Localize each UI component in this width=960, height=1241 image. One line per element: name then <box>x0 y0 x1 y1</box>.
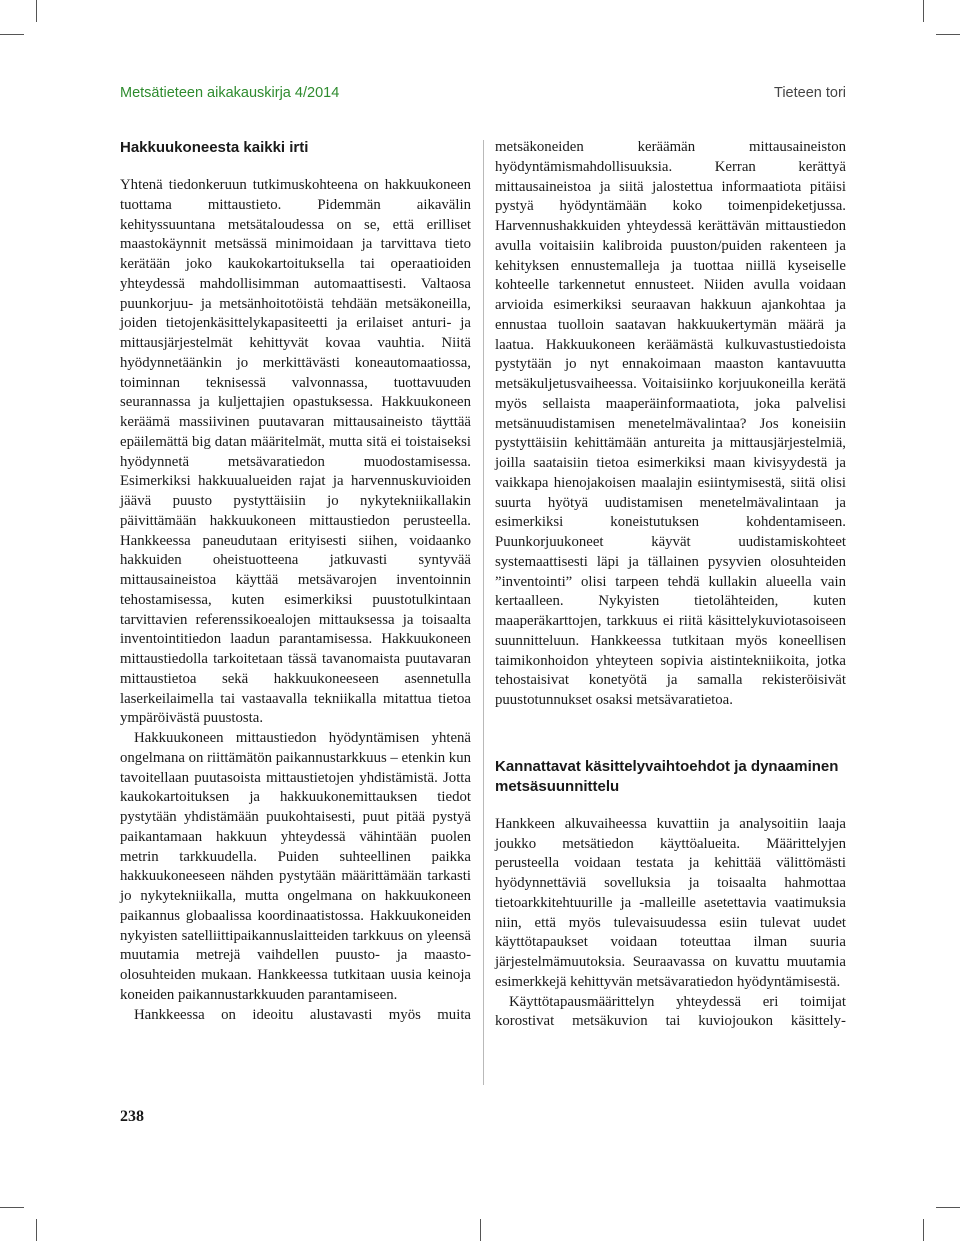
crop-mark <box>923 0 924 22</box>
left-column <box>120 138 471 1025</box>
crop-mark <box>0 34 24 35</box>
journal-issue: 4/2014 <box>294 85 340 101</box>
section-label: Tieteen tori <box>774 85 846 101</box>
article-title: Hakkuukoneesta kaikki irti <box>120 139 309 156</box>
crop-mark <box>936 34 960 35</box>
crop-mark <box>0 1207 24 1208</box>
section-heading: Kannattavat käsittelyvaihtoehdot ja dynaaminen metsäsuunnittelu <box>495 757 839 795</box>
paragraph: Hankkeen alkuvaiheessa kuvattiin ja analysoitiin laaja joukko metsätiedon käyttöalueita. Määrittelyjen perusteella voidaan testata ja kehittää välittömästi hyödynnettäviä sovelluksia ja toisaalta hahmottaa tietoarkkitehtuurille ja -malleille asetettavia vaatimuksia niin, että myös tulevaisuudessa esiin tulevat uudet käyttötapaukset voidaan toteuttaa ilman suuria järjestelmämuutoksia. Seuraavassa on kuvattu muutamia esimerkkejä kehittyvän metsävaratiedon hyödyntämisestä. <box>495 815 846 990</box>
right-column <box>495 138 846 1032</box>
paragraph: Yhtenä tiedonkeruun tutkimuskohteena on hakkuukoneen tuottama mittaustieto. Pidemmän aikavälin kehityssuuntana metsätaloudessa on se, että erilliset maastokäynnit metsässä minimoidaan ja tarvittava tieto kerätään joko kaukokartoituksella tai operaatioiden yhteydessä mahdollisimman automaattisesti. Valtaosa puunkorjuu- ja metsänhoitotöistä tehdään metsäkoneilla, joiden tietojenkäsittelykapasiteetti ja erilaiset anturi- ja mittausjärjestelmät kehittyvät kovaa vauhtia. Niitä hyödynnetäänkin jo merkittävästi koneautomaatiossa, toiminnan teknisessä valvonnassa, tuottavuuden seurannassa ja kuljettajien opastuksessa. Hakkuukoneen keräämä massiivinen puutavaran mittausaineisto täyttää epäilemättä big datan määritelmät, mutta sitä ei toistaiseksi hyödynnetä metsävaratiedon muodostamisessa. Esimerkiksi hakkuualueiden rajat ja harvennuskuvioiden jäävä puusto pystyttäisiin jo nykytekniikallakin päivittämään hakkuukoneen mittaustiedon perusteella. Hankkeessa paneudutaan erityisesti siihen, voidaanko hakkuiden oheistuotteena jatkuvasti syntyvää mittausaineistoa käyttää metsävarojen inventoinnin tehostamisessa, kuten esimerkiksi puustotulkintaan tarvittavien referenssikoealojen mittauksessa ja toisaalta inventointitiedon laadun parantamisessa. Hakkuukoneen mittaustiedolla tarkoitetaan tässä tavanomaista puutavaran mittaustietoa sekä hakkuukoneeseen asennetulla laserkeilaimella tai vastaavalla tekniikalla mitattua tietoa ympäröivästä puustosta. <box>120 177 471 727</box>
running-header <box>120 85 846 109</box>
journal-name <box>120 85 339 101</box>
page-number: 238 <box>120 1108 144 1125</box>
crop-mark <box>923 1219 924 1241</box>
paragraph: Hankkeessa on ideoitu alustavasti myös muita <box>134 1006 471 1023</box>
crop-mark <box>36 1219 37 1241</box>
crop-mark <box>36 0 37 22</box>
paragraph: metsäkoneiden keräämän mittausaineiston hyödyntämismahdollisuuksia. Kerran kerättyä mittausaineistoa ja siitä jalostettua informaatiota pitäisi pystyä hyödyntämään koko toimenpideketjussa. Harvennushakkuiden yhteydessä kerättävän mittaustiedon avulla voitaisiin kalibroida puuston/puiden rakenteen ja kehityksen ennustemalleja ja tuottaa niillä kyseiselle kohteelle tarkennetut ennusteet. Niiden avulla voidaan arvioida esimerkiksi seuraavan hakkuun ajankohtaa ja ennustaa tuolloin saatavan hakkuukertymän määrä ja laatua. Hakkuukoneen keräämästä kulkuvastustiedoista pystytään jo nyt ennakoimaan maaston kantavuutta metsäkuljetusvaiheessa. Voitaisiinko korjuukoneilla kerätä myös sellaista maaperäinformaatiota, joka palvelisi metsänuudistamisen menetelmävalintaa? Jos koneisiin pystyttäisiin kehittämään antureita ja mittausjärjestelmiä, joilla saataisiin tietoa esimerkiksi maan kivisyydestä ja vaikkapa hienojakoisen maalajin esiintymisestä, siitä olisi suurta hyötyä uudistamisen menetelmävalintaan ja esimerkiksi koneistutuksen kohdentamiseen. Puunkorjuukoneet käyvät uudistamiskohteet systemaattisesti läpi ja tällainen pysyvien olosuhteiden ”inventointi” olisi tarpeen tehdä kullakin alueella vain kertaalleen. Nykyisten tietolähteiden, kuten maaperäkarttojen, tarkkuus ei riitä käsittelykuviotasoiseen suunnitteluun. Hankkeessa tutkitaan myös koneellisen taimikonhoidon yhteyteen sopivia aistintekniikoita, jotka tehostaisivat konetyötä ja samalla rekisteröisivät puustotunnukset osaksi metsävaratietoa. <box>495 139 846 708</box>
paragraph: Käyttötapausmäärittelyn yhteydessä eri toimijat korostivat metsäkuvion tai kuviojoukon käsittely- <box>495 993 846 1030</box>
crop-mark <box>480 1219 481 1241</box>
journal-title: Metsätieteen aikakauskirja <box>120 85 291 101</box>
crop-mark <box>936 1207 960 1208</box>
column-divider <box>483 140 484 1085</box>
paragraph: Hakkuukoneen mittaustiedon hyödyntämisen yhtenä ongelmana on riittämätön paikannustarkkuus – etenkin kun tavoitellaan puutasoista mittaustietojen yhdistämistä. Jotta kaukokartoituksen ja hakkuukonemittauksen tiedot pystytään yhdistämään puukohtaisesti, puut pitää pystyä paikantamaan hakkuun yhteydessä vähintään puolen metrin tarkkuudella. Puiden suhteellinen paikka hakkuukoneeseen nähden pystytään määrittämään tarkasti jo nykytekniikalla, mutta ongelmana on hakkuukoneen paikannus globaalissa koordinaatistossa. Hakkuukoneiden nykyisten satelliittipaikannuslaitteiden tarkkuus on yleensä muutamia metrejä vaihdellen puusto- ja maasto-olosuhteiden mukaan. Hankkeessa tutkitaan uusia keinoja koneiden paikannustarkkuuden parantamiseen. <box>120 730 471 1003</box>
